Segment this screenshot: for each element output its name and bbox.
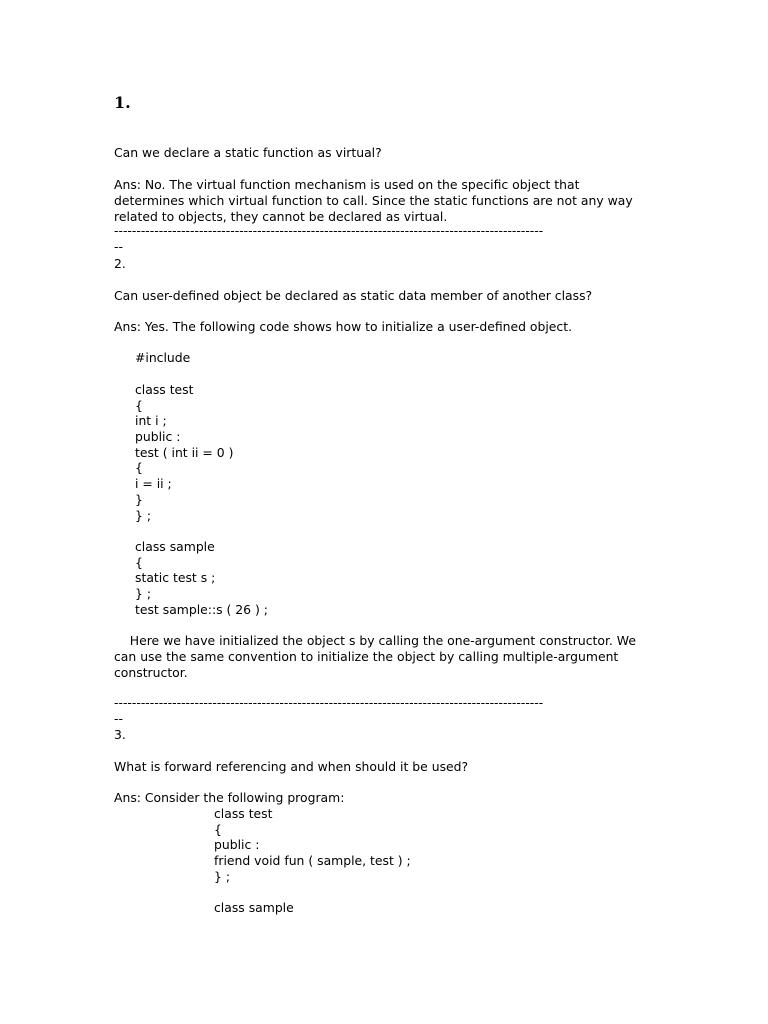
answer-1-line-2: determines which virtual function to call. Since the static functions are not any way: [114, 193, 633, 208]
explanation-2-line-3: constructor.: [114, 665, 188, 680]
answer-2-text: Ans: Yes. The following code shows how to initialize a user-defined object.: [114, 319, 573, 334]
code-line: public :: [135, 429, 181, 444]
code-line: class test: [214, 806, 273, 821]
code-line: {: [135, 398, 143, 413]
explanation-2-line-1: Here we have initialized the object s by calling the one-argument constructor. We: [114, 633, 636, 648]
question-2-text: Can user-defined object be declared as static data member of another class?: [114, 288, 593, 303]
code-line: } ;: [214, 869, 230, 884]
code-line: class test: [135, 382, 194, 397]
code-line: {: [214, 822, 222, 837]
question-number-2: 2.: [114, 256, 126, 271]
explanation-2-line-2: can use the same convention to initialize the object by calling multiple-argument: [114, 649, 619, 664]
separator-tail: --: [114, 711, 123, 726]
code-line: test ( int ii = 0 ): [135, 445, 234, 460]
code-line: } ;: [135, 508, 151, 523]
separator-line: ------------------------------------------------------------------------------------------------: [114, 223, 544, 238]
code-line: } ;: [135, 586, 151, 601]
code-line: static test s ;: [135, 570, 216, 585]
code-line: int i ;: [135, 413, 167, 428]
separator-tail: --: [114, 239, 123, 254]
question-1-text: Can we declare a static function as virtual?: [114, 145, 382, 160]
code-line: i = ii ;: [135, 476, 172, 491]
question-3-text: What is forward referencing and when should it be used?: [114, 759, 469, 774]
code-line: }: [135, 492, 143, 507]
answer-3-text: Ans: Consider the following program:: [114, 790, 345, 805]
answer-1-line-3: related to objects, they cannot be declared as virtual.: [114, 209, 448, 224]
question-number-1: 1.: [114, 93, 131, 112]
code-line: public :: [214, 837, 260, 852]
question-number-3: 3.: [114, 727, 126, 742]
code-line: class sample: [135, 539, 215, 554]
code-include: #include: [135, 350, 191, 365]
code-line: test sample::s ( 26 ) ;: [135, 602, 268, 617]
code-line: friend void fun ( sample, test ) ;: [214, 853, 411, 868]
separator-line: ------------------------------------------------------------------------------------------------: [114, 695, 544, 710]
code-line: {: [135, 555, 143, 570]
code-line: class sample: [214, 900, 294, 915]
code-line: {: [135, 460, 143, 475]
answer-1-line-1: Ans: No. The virtual function mechanism is used on the specific object that: [114, 177, 580, 192]
